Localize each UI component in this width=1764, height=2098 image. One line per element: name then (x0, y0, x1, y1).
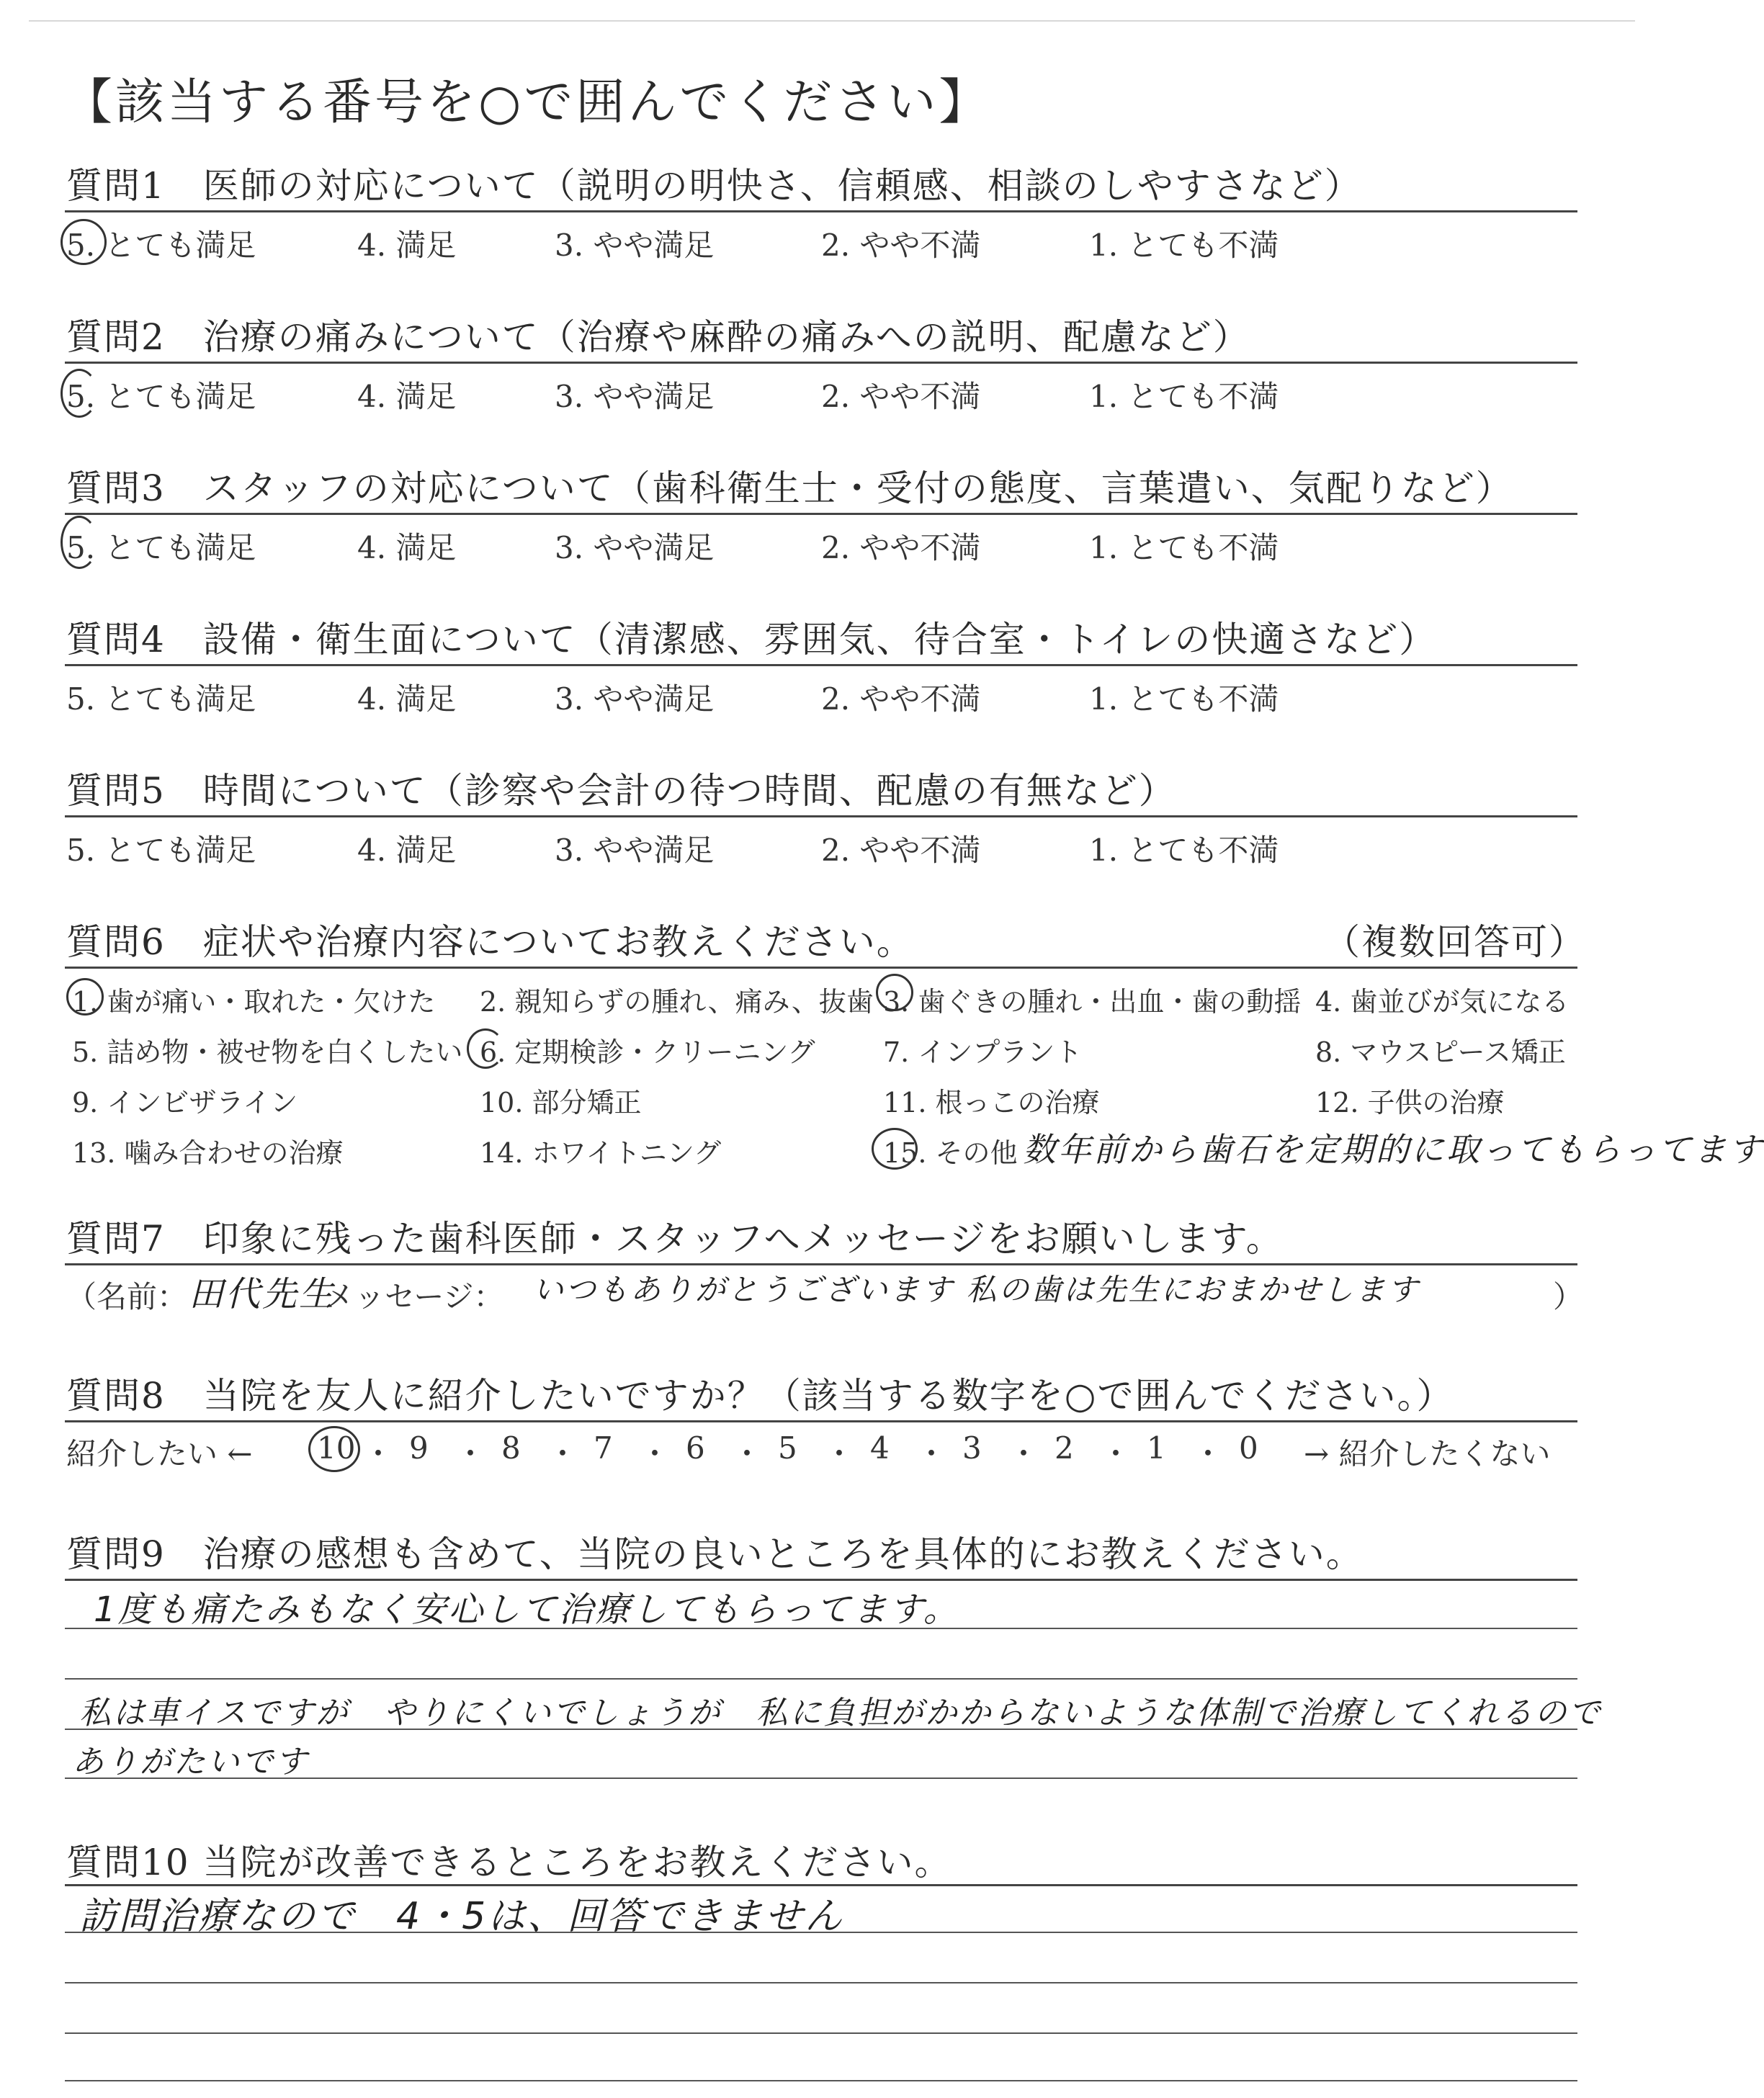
question-6-title: 質問6 症状や治療内容についてお教えください。 (66, 921, 914, 963)
q8-scale-separator: ・ (455, 1436, 486, 1471)
question-9-rule (65, 1579, 1577, 1581)
q2-option-1[interactable]: 1. とても不満 (1089, 379, 1279, 414)
question-7-rule (65, 1263, 1577, 1265)
q8-scale-value-5[interactable]: 5 (778, 1430, 797, 1466)
q8-scale-separator: ・ (916, 1436, 947, 1471)
q8-scale-value-0[interactable]: 0 (1239, 1430, 1258, 1466)
q6-option-5[interactable]: 5. 詰め物・被せ物を白くしたい (72, 1036, 463, 1068)
question-9-title: 質問9 治療の感想も含めて、当院の良いところを具体的にお教えください。 (66, 1533, 1364, 1575)
q2-option-4[interactable]: 4. 満足 (357, 379, 457, 414)
question-10-title: 質問10 当院が改善できるところをお教えください。 (66, 1842, 952, 1883)
q5-option-1[interactable]: 1. とても不満 (1089, 833, 1279, 868)
q6-selection-circle-15 (872, 1128, 918, 1170)
question-4-rule (65, 664, 1577, 666)
q10-answer-line-1[interactable]: 訪問治療なので 4・5は、回答できません (79, 1895, 845, 1938)
scan-edge-line (29, 20, 1635, 22)
q6-option-4[interactable]: 4. 歯並びが気になる (1315, 986, 1570, 1018)
q9-answer-line-2[interactable]: 私は車イスですが やりにくいでしょうが 私に負担がかからないような体制で治療してくれるので (79, 1695, 1603, 1731)
q1-option-3[interactable]: 3. やや満足 (555, 228, 715, 263)
question-8-title: 質問8 当院を友人に紹介したいですか？（該当する数字を○で囲んでください。） (66, 1375, 1454, 1417)
q7-message-value[interactable]: いつもありがとうございます 私の歯は先生におまかせします (533, 1272, 1420, 1307)
question-2-title: 質問2 治療の痛みについて（治療や麻酔の痛みへの説明、配慮など） (66, 316, 1250, 358)
q8-scale-separator: ・ (640, 1436, 671, 1471)
q6-other-text[interactable]: 数年前から歯石を定期的に取ってもらってます (1023, 1130, 1764, 1169)
q6-option-7[interactable]: 7. インプラント (883, 1036, 1083, 1068)
q6-option-10[interactable]: 10. 部分矯正 (480, 1087, 642, 1119)
question-5-title: 質問5 時間について（診察や会計の待つ時間、配慮の有無など） (66, 770, 1176, 812)
q8-scale-value-2[interactable]: 2 (1055, 1430, 1074, 1466)
q2-option-2[interactable]: 2. やや不満 (821, 379, 981, 414)
q7-name-value[interactable]: 田代先生 (189, 1274, 336, 1314)
q8-right-label: → 紹介したくない (1304, 1436, 1551, 1471)
q10-answer-rule-4 (65, 2080, 1577, 2081)
q9-answer-rule-2 (65, 1678, 1577, 1680)
q9-answer-line-3[interactable]: ありがたいです (72, 1744, 309, 1780)
q1-selection-circle (61, 219, 107, 265)
q6-option-12[interactable]: 12. 子供の治療 (1315, 1087, 1505, 1119)
question-3-title: 質問3 スタッフの対応について（歯科衛生士・受付の態度、言葉遣い、気配りなど） (66, 467, 1513, 509)
q8-scale-value-6[interactable]: 6 (686, 1430, 705, 1466)
q8-scale-separator: ・ (547, 1436, 578, 1471)
q1-option-2[interactable]: 2. やや不満 (821, 228, 981, 263)
q8-scale-value-4[interactable]: 4 (870, 1430, 890, 1466)
q6-option-11[interactable]: 11. 根っこの治療 (883, 1087, 1100, 1119)
q6-option-8[interactable]: 8. マウスピース矯正 (1315, 1036, 1566, 1068)
q9-answer-rule-4 (65, 1778, 1577, 1779)
q5-option-4[interactable]: 4. 満足 (357, 833, 457, 868)
q6-option-6[interactable]: 6. 定期検診・クリーニング (480, 1036, 815, 1068)
q9-answer-rule-1 (65, 1628, 1577, 1629)
q7-message-label: メッセージ： (324, 1279, 504, 1314)
q3-option-3[interactable]: 3. やや満足 (555, 530, 715, 565)
q8-scale-separator: ・ (1193, 1436, 1224, 1471)
question-1-rule (65, 210, 1577, 212)
q8-scale-value-7[interactable]: 7 (594, 1430, 613, 1466)
q6-option-3[interactable]: 3. 歯ぐきの腫れ・出血・歯の動揺 (883, 986, 1302, 1018)
q10-answer-rule-1 (65, 1932, 1577, 1933)
q2-option-5[interactable]: 5. とても満足 (66, 379, 256, 414)
question-8-rule (65, 1420, 1577, 1422)
q6-selection-circle-6 (467, 1028, 504, 1069)
q9-answer-rule-3 (65, 1729, 1577, 1730)
q3-option-4[interactable]: 4. 満足 (357, 530, 457, 565)
q8-scale-value-9[interactable]: 9 (409, 1430, 429, 1466)
question-1-title: 質問1 医師の対応について（説明の明快さ、信頼感、相談のしやすさなど） (66, 165, 1362, 207)
q6-selection-circle-1 (66, 978, 104, 1016)
q8-left-label: 紹介したい ← (66, 1436, 253, 1471)
q8-scale-separator: ・ (732, 1436, 763, 1471)
q2-selection-circle (61, 369, 98, 418)
q7-close-paren: ） (1553, 1279, 1584, 1314)
q4-option-5[interactable]: 5. とても満足 (66, 681, 256, 717)
q3-option-1[interactable]: 1. とても不満 (1089, 530, 1279, 565)
q8-scale-separator: ・ (824, 1436, 855, 1471)
q3-selection-circle (61, 516, 98, 569)
q8-scale-separator: ・ (1101, 1436, 1132, 1471)
question-4-title: 質問4 設備・衛生面について（清潔感、雰囲気、待合室・トイレの快適さなど） (66, 619, 1437, 660)
q5-option-5[interactable]: 5. とても満足 (66, 833, 256, 868)
q10-answer-rule-3 (65, 2032, 1577, 2034)
page-title: 【該当する番号を○で囲んでください】 (63, 74, 991, 131)
q1-option-1[interactable]: 1. とても不満 (1089, 228, 1279, 263)
q8-scale-separator: ・ (363, 1436, 394, 1471)
q8-scale-value-1[interactable]: 1 (1147, 1430, 1166, 1466)
q7-name-label: （名前： (66, 1279, 188, 1314)
q6-option-14[interactable]: 14. ホワイトニング (480, 1137, 722, 1169)
q3-option-5[interactable]: 5. とても満足 (66, 530, 256, 565)
q4-option-1[interactable]: 1. とても不満 (1089, 681, 1279, 717)
q6-option-15[interactable]: 15. その他 (883, 1137, 1018, 1169)
q6-selection-circle-3 (876, 974, 913, 1011)
q4-option-2[interactable]: 2. やや不満 (821, 681, 981, 717)
question-6-rule (65, 967, 1577, 969)
q4-option-3[interactable]: 3. やや満足 (555, 681, 715, 717)
q8-scale-value-10[interactable]: 10 (317, 1430, 356, 1466)
q6-option-13[interactable]: 13. 噛み合わせの治療 (72, 1137, 344, 1169)
q8-scale-value-3[interactable]: 3 (962, 1430, 982, 1466)
q1-option-5[interactable]: 5. とても満足 (66, 228, 256, 263)
question-3-rule (65, 513, 1577, 515)
q5-option-3[interactable]: 3. やや満足 (555, 833, 715, 868)
q8-scale-separator: ・ (1008, 1436, 1039, 1471)
q8-scale-value-8[interactable]: 8 (501, 1430, 521, 1466)
q3-option-2[interactable]: 2. やや不満 (821, 530, 981, 565)
q2-option-3[interactable]: 3. やや満足 (555, 379, 715, 414)
q10-answer-rule-2 (65, 1982, 1577, 1983)
q6-option-1[interactable]: 1. 歯が痛い・取れた・欠けた (72, 986, 436, 1018)
q5-option-2[interactable]: 2. やや不満 (821, 833, 981, 868)
q6-option-2[interactable]: 2. 親知らずの腫れ、痛み、抜歯 (480, 986, 874, 1018)
q8-selection-circle (308, 1426, 360, 1472)
q1-option-4[interactable]: 4. 満足 (357, 228, 457, 263)
q9-answer-line-1[interactable]: 1度も痛たみもなく安心して治療してもらってます。 (94, 1590, 960, 1630)
q4-option-4[interactable]: 4. 満足 (357, 681, 457, 717)
question-7-title: 質問7 印象に残った歯科医師・スタッフへメッセージをお願いします。 (66, 1218, 1284, 1260)
question-5-rule (65, 815, 1577, 817)
q6-option-9[interactable]: 9. インビザライン (72, 1087, 298, 1119)
question-6-note: （複数回答可） (1324, 921, 1586, 963)
question-2-rule (65, 362, 1577, 364)
